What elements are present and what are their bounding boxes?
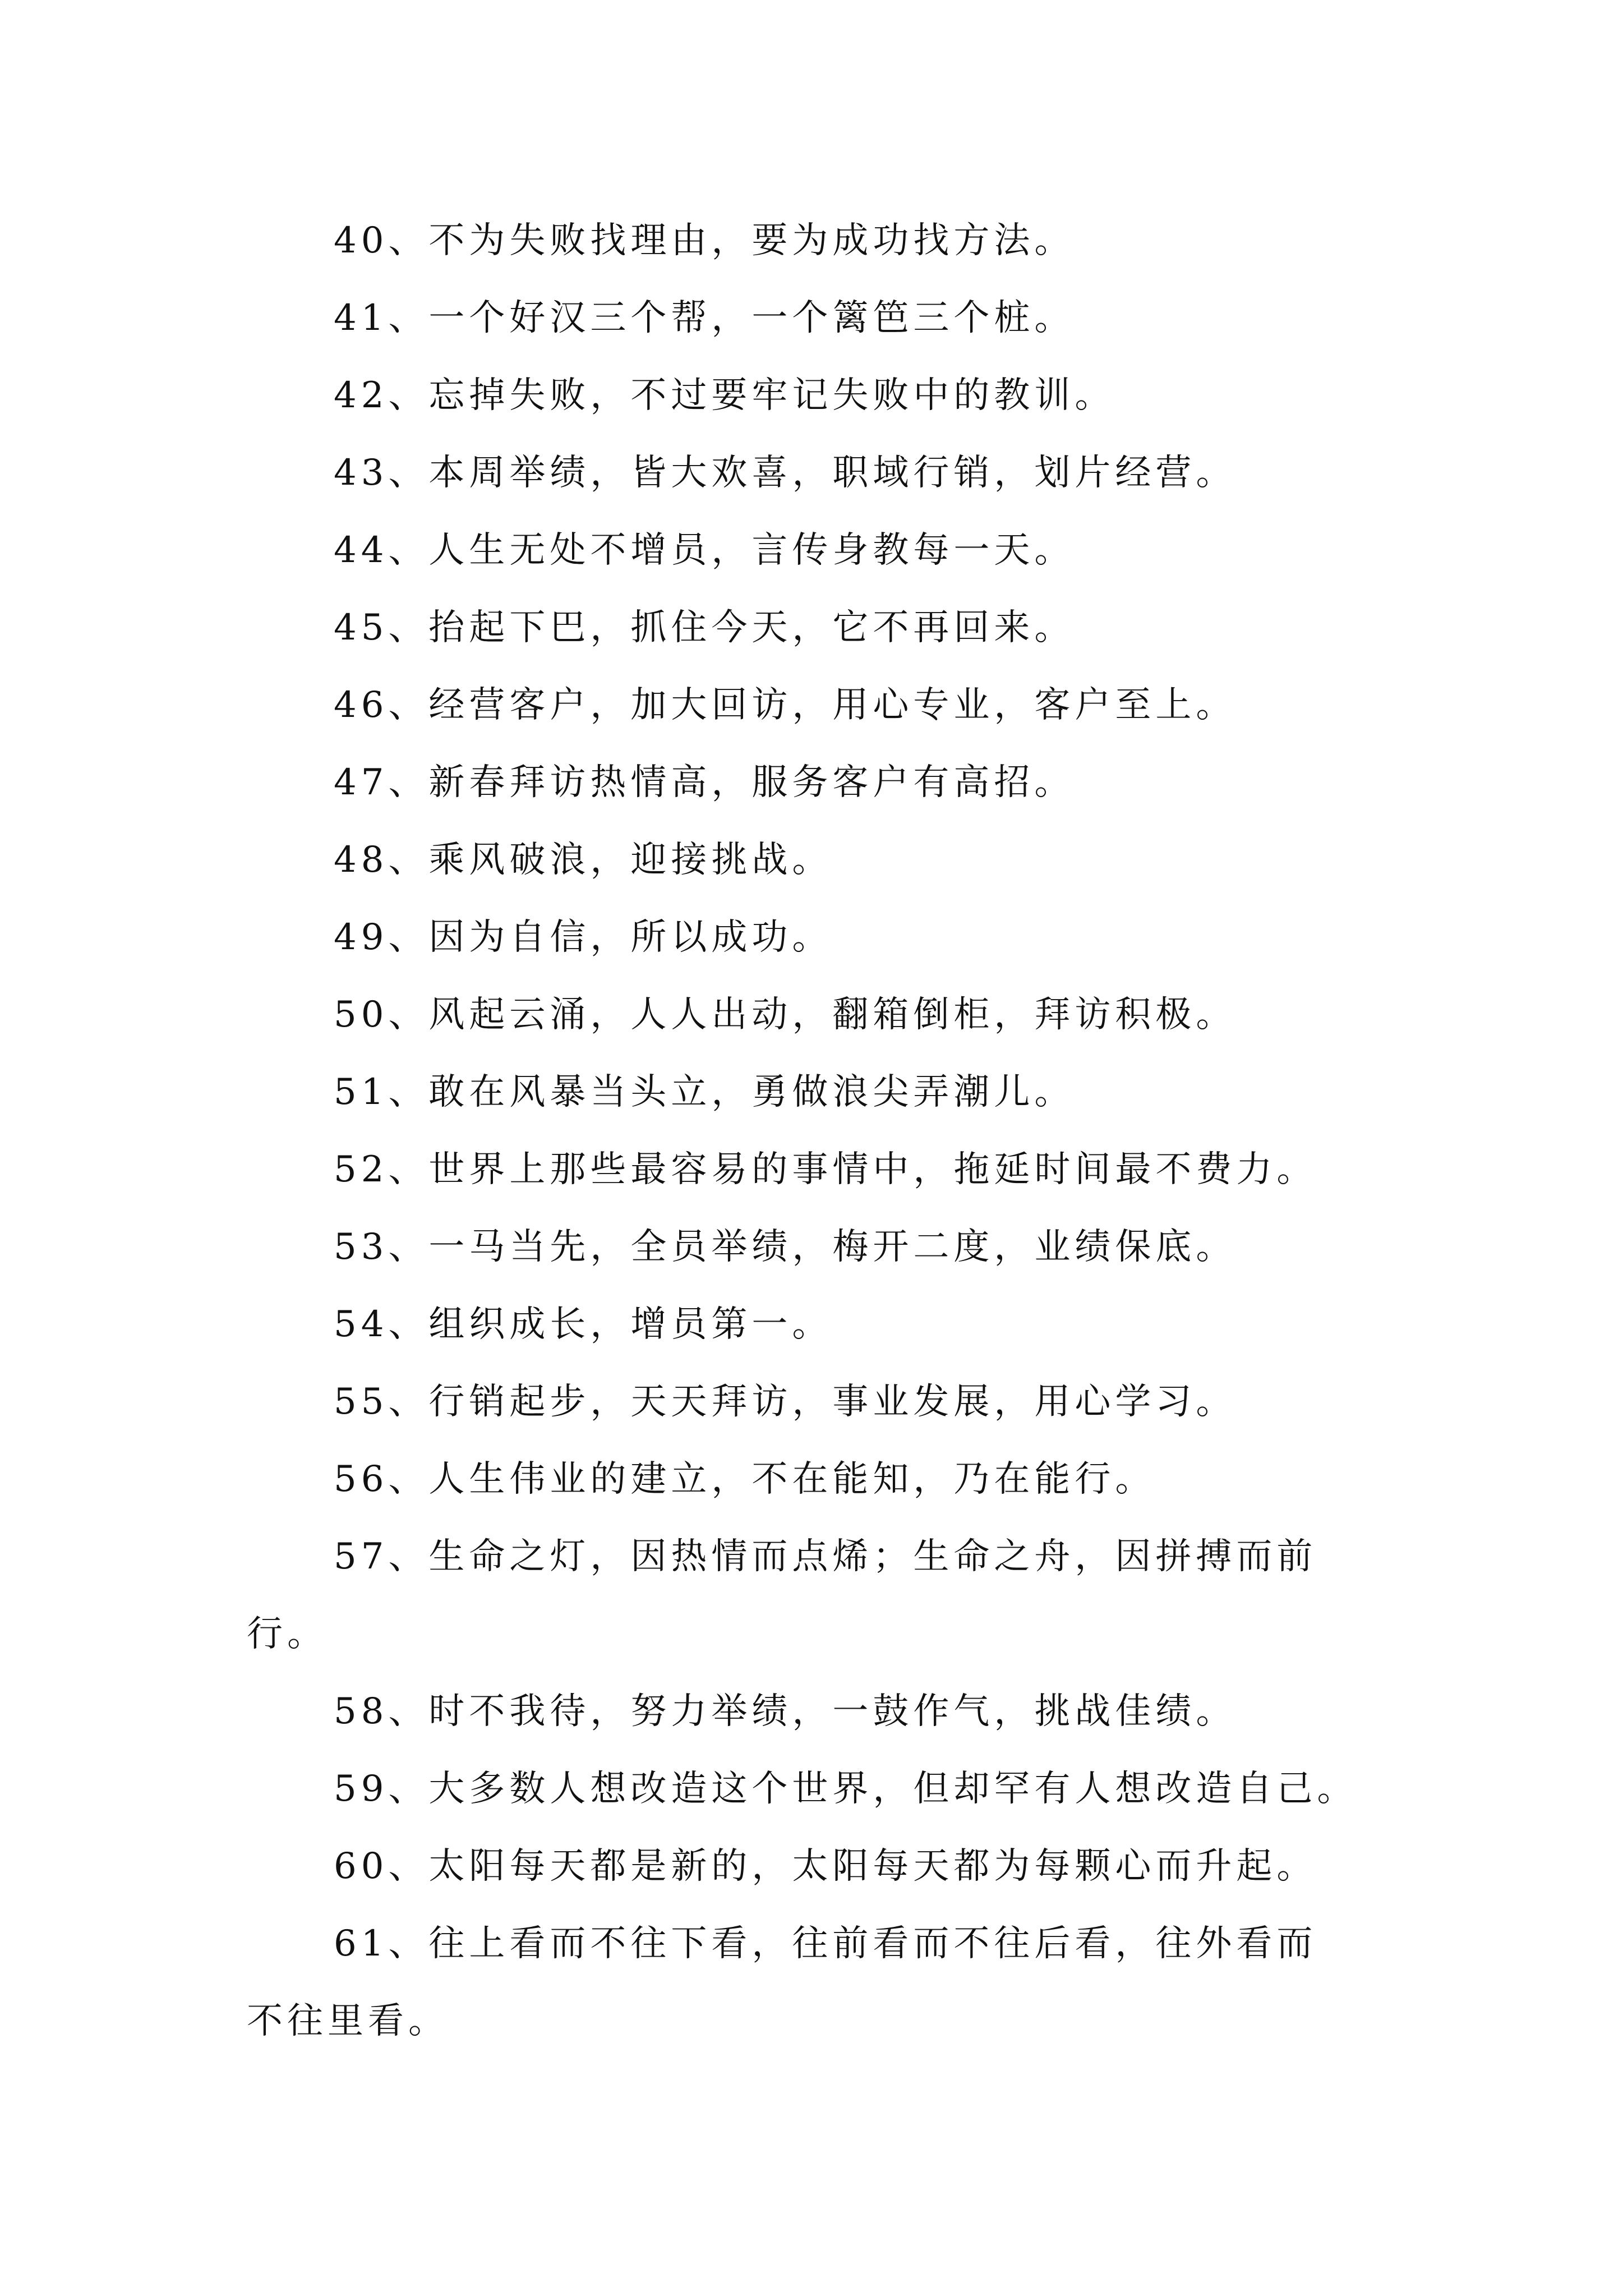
quote-line-47: 47、新春拜访热情高，服务客户有高招。: [334, 762, 1075, 803]
quote-line-57-continued: 行。: [247, 1613, 328, 1655]
quote-line-43: 43、本周举绩，皆大欢喜，职域行销，划片经营。: [334, 452, 1237, 494]
quote-line-50: 50、风起云涌，人人出动，翻箱倒柜，拜访积极。: [334, 994, 1237, 1036]
quote-line-44: 44、人生无处不增员，言传身教每一天。: [334, 530, 1075, 571]
quote-line-46: 46、经营客户，加大回访，用心专业，客户至上。: [334, 684, 1237, 726]
quote-line-53: 53、一马当先，全员举绩，梅开二度，业绩保底。: [334, 1226, 1237, 1268]
quote-line-61: 61、往上看而不往下看，往前看而不往后看，往外看而: [334, 1923, 1317, 1964]
quote-line-55: 55、行销起步，天天拜访，事业发展，用心学习。: [334, 1381, 1237, 1423]
quote-line-42: 42、忘掉失败，不过要牢记失败中的教训。: [334, 375, 1115, 416]
quote-line-58: 58、时不我待，努力举绩，一鼓作气，挑战佳绩。: [334, 1691, 1237, 1732]
quote-line-49: 49、因为自信，所以成功。: [334, 917, 833, 958]
quote-line-57: 57、生命之灯，因热情而点烯；生命之舟，因拼搏而前: [334, 1536, 1317, 1577]
quote-list: [247, 202, 1402, 2060]
quote-line-40: 40、不为失败找理由，要为成功找方法。: [334, 220, 1075, 261]
quote-line-61-continued: 不往里看。: [247, 2000, 449, 2042]
quote-line-45: 45、抬起下巴，抓住今天，它不再回来。: [334, 607, 1075, 648]
quote-line-60: 60、太阳每天都是新的，太阳每天都为每颗心而升起。: [334, 1846, 1317, 1887]
quote-line-59: 59、大多数人想改造这个世界，但却罕有人想改造自己。: [334, 1768, 1358, 1810]
quote-line-56: 56、人生伟业的建立，不在能知，乃在能行。: [334, 1458, 1156, 1500]
quote-line-52: 52、世界上那些最容易的事情中，拖延时间最不费力。: [334, 1149, 1317, 1190]
quote-line-41: 41、一个好汉三个帮，一个篱笆三个桩。: [334, 297, 1075, 339]
quote-line-54: 54、组织成长，增员第一。: [334, 1304, 833, 1345]
quote-line-48: 48、乘风破浪，迎接挑战。: [334, 839, 833, 881]
quote-line-51: 51、敢在风暴当头立，勇做浪尖弄潮儿。: [334, 1071, 1075, 1113]
